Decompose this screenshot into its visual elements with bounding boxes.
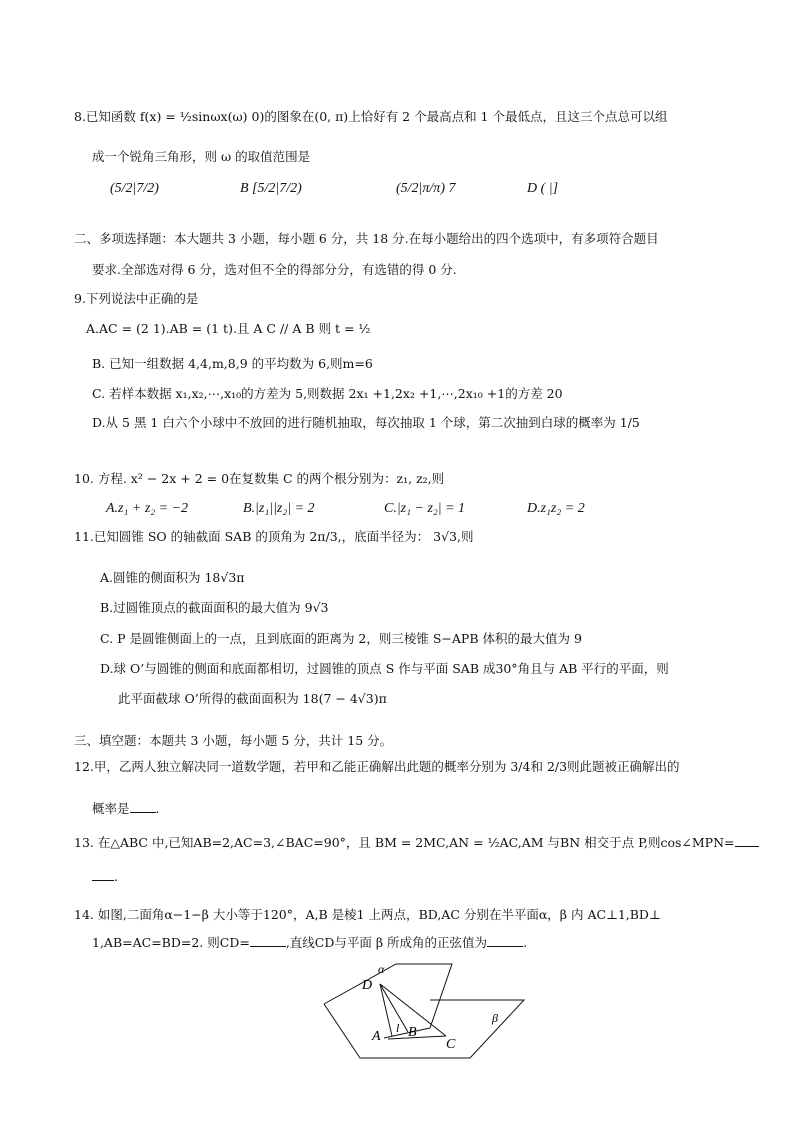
q9-option-d[interactable]: D.从 5 黑 1 白六个小球中不放回的进行随机抽取，每次抽取 1 个球，第二次抽到白球的概率为 1/5 [92, 415, 640, 430]
label-b: B [408, 1025, 417, 1040]
q8-line1: 8.已知函数 f(x) = ½sinωx(ω) 0)的图象在(0, π)上恰好有 2 个最高点和 1 个最低点，且这三个点总可以组 [74, 109, 668, 124]
q13-line2 [92, 868, 118, 886]
q10-option-d[interactable]: D.z₁z₂ = 2 [527, 501, 585, 516]
section3-heading: 三、填空题：本题共 3 小题，每小题 5 分，共计 15 分。 [74, 733, 393, 748]
q13-line1 [74, 834, 759, 852]
q10-option-a[interactable]: A.z₁ + z₂ = −2 [106, 501, 189, 516]
q13-answer-blank-2[interactable] [92, 868, 114, 881]
q8-option-d[interactable]: D ( |] [527, 181, 559, 196]
q8-line2: 成一个锐角三角形，则 ω 的取值范围是 [92, 149, 311, 164]
section2-instructions: 要求.全部选对得 6 分，选对但不全的得部分分，有选错的得 0 分. [92, 262, 457, 277]
q12-line2: 概率是 . [92, 801, 160, 816]
q8-option-a[interactable]: (5/2|7/2) [110, 181, 159, 196]
q11-option-d-line2: 此平面截球 O’所得的截面面积为 18(7 − 4√3)π [118, 691, 387, 706]
q11-option-b[interactable]: B.过圆锥顶点的截面面积的最大值为 9√3 [100, 600, 329, 615]
q9-stem: 9.下列说法中正确的是 [74, 291, 199, 306]
q14-line2b-text: ,直线CD与平面 β 所成角的正弦值为 [285, 935, 488, 950]
q9-option-b[interactable]: B. 已知一组数据 4,4,m,8,9 的平均数为 6,则m=6 [92, 356, 373, 371]
q8-option-b[interactable]: B [5/2|7/2) [240, 181, 302, 196]
q14-line2 [92, 934, 527, 952]
q11-option-a[interactable]: A.圆锥的侧面积为 18√3π [100, 570, 245, 585]
q12-answer-blank[interactable] [130, 800, 156, 813]
q13-line2-text: . [114, 869, 118, 884]
q14-line2-text: 1,AB=AC=BD=2. 则CD= [92, 935, 250, 950]
label-alpha: α [378, 962, 385, 976]
q14-answer-blank-sine[interactable] [487, 934, 523, 947]
section2-heading: 二、多项选择题：本大题共 3 小题，每小题 6 分，共 18 分.在每小题给出的四个选项中，有多项符合题目 [74, 231, 659, 246]
q12-line2-text: 概率是 [92, 801, 130, 816]
dihedral-angle-figure [318, 960, 528, 1068]
label-l: l [396, 1021, 400, 1035]
q14-line1: 14. 如图,二面角α−1−β 大小等于120°，A,B 是棱1 上两点，BD,AC 分别在半平面α，β 内 AC⊥1,BD⊥ [74, 907, 661, 922]
q11-option-d-line1[interactable]: D.球 O’与圆锥的侧面和底面都相切，过圆锥的顶点 S 作与平面 SAB 成30°角且与 AB 平行的平面，则 [100, 661, 669, 676]
q8-option-c[interactable]: (5/2|π/π) 7 [396, 181, 456, 196]
q10-option-b[interactable]: B.|z₁||z₂| = 2 [243, 501, 315, 516]
label-c: C [446, 1037, 456, 1052]
q10-option-c[interactable]: C.|z₁ − z₂| = 1 [384, 501, 466, 516]
q12-line1: 12.甲，乙两人独立解决同一道数学题，若甲和乙能正确解出此题的概率分别为 3/4和 2/3则此题被正确解出的 [74, 759, 680, 774]
segment-ac [388, 1036, 446, 1039]
q9-option-a[interactable]: A.AC = (2 1).AB = (1 t).且 A C // A B 则 t = ½ [86, 321, 371, 336]
label-d: D [362, 978, 373, 993]
label-beta: β [492, 1011, 498, 1025]
q14-answer-blank-cd[interactable] [250, 934, 286, 947]
q11-option-c[interactable]: C. P 是圆锥侧面上的一点，且到底面的距离为 2，则三棱锥 S−APB 体积的最大值为 9 [100, 631, 582, 646]
q13-line1-text: 13. 在△ABC 中,已知AB=2,AC=3,∠BAC=90°，且 BM = 2MC,AN = ½AC,AM 与BN 相交于点 P,则cos∠MPN= [74, 835, 735, 850]
q13-answer-blank-1[interactable] [735, 834, 759, 847]
q10-stem: 10. 方程. x² − 2x + 2 = 0在复数集 C 的两个根分别为：z₁, z₂,则 [74, 471, 445, 486]
segment-bd [380, 984, 408, 1032]
label-a: A [372, 1029, 381, 1044]
q11-stem: 11.已知圆锥 SO 的轴截面 SAB 的顶角为 2π/3,，底面半径为： 3√3,则 [74, 529, 474, 544]
q9-option-c[interactable]: C. 若样本数据 x₁,x₂,⋯,x₁₀的方差为 5,则数据 2x₁ +1,2x₂ +1,⋯,2x₁₀ +1的方差 20 [92, 386, 563, 401]
q14-line2c-text: . [523, 935, 528, 950]
